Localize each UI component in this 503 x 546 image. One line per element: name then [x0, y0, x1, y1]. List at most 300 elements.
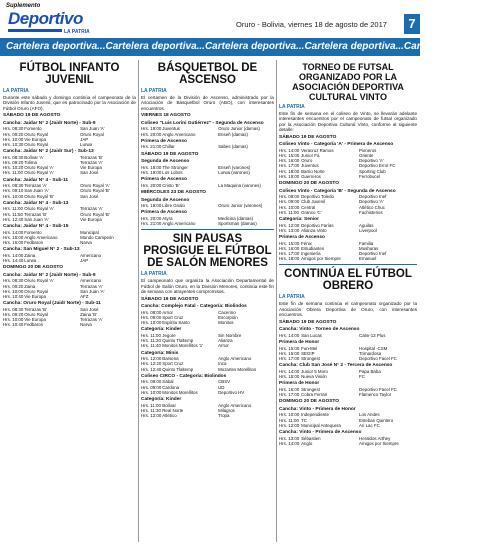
fixture-row	[279, 256, 417, 261]
home-team: Junior 5 Moro	[301, 368, 328, 374]
away-team: Hospital -CSM	[359, 345, 388, 351]
home-team: Los Lobos	[162, 170, 183, 175]
venue-heading: Categoría: Minis	[141, 350, 179, 356]
away-team: Vie Europa	[80, 165, 102, 171]
away-team: Deportivo 'A'	[359, 158, 384, 164]
away-team: Oruro Royal 'A'	[80, 183, 110, 189]
home-team: Quinto Tlaltemp	[162, 338, 194, 344]
fixture-row	[141, 367, 274, 372]
away-team: Anglo Americano	[218, 356, 252, 362]
fixture-row	[141, 343, 274, 348]
venue-heading: Coliseo CIRCO - Categoría: Biolindos	[141, 373, 227, 379]
fixture-row	[141, 390, 274, 395]
venue-heading: Segunda de Ascenso	[141, 197, 190, 203]
away-team: UD	[218, 384, 225, 390]
home-team: Juventus	[162, 126, 180, 132]
venue-heading: Cancha: Vinto - Torneo de Ascenso	[279, 327, 360, 333]
date-heading: MIÉRCOLES 23 DE AGOSTO	[141, 190, 207, 195]
away-team: Deportivo HV	[218, 389, 245, 395]
away-team: San Juan 'A'	[80, 126, 105, 132]
home-team: Fénix	[301, 240, 312, 246]
away-team: FC	[359, 374, 365, 380]
fixture-list	[279, 407, 417, 446]
match-time: Hrs. 10:20	[3, 165, 24, 171]
article-intro: El certamen de la División de Ascenso, administrado por la Asociación de Básquetbol Oruro (ABO), con interesantes encuentros.	[141, 95, 274, 111]
fixture-list	[279, 142, 417, 179]
fixture-list	[141, 304, 274, 418]
match-time: Hrs. 10:00	[279, 204, 300, 210]
away-team: Sin Nombre	[218, 333, 242, 338]
away-team: Deportivo Errol FC	[359, 163, 396, 169]
match-time: Hrs. 10:00	[3, 288, 24, 294]
away-team: Familia	[359, 240, 374, 246]
home-team: Strongest	[301, 386, 320, 392]
dateline: Oruro - Bolivia, viernes 18 de agosto de 2017	[236, 20, 387, 29]
article-title: FÚTBOL INFANTO JUVENIL	[19, 62, 120, 86]
match-time: Hrs. 10:40	[3, 322, 24, 328]
logo-underline	[8, 29, 62, 32]
venue-heading: Cancha: Jaidar N° 2 (Jaidr Sur) - Sub-13	[3, 149, 94, 155]
away-team: Deportivo Facel FC	[359, 386, 397, 392]
match-time: Hrs. 09:00	[141, 315, 162, 320]
home-team: Central	[301, 204, 316, 210]
away-team: Emanuel	[359, 256, 377, 262]
away-team: Sportsman (damas)	[218, 221, 257, 227]
match-time: Hrs. 14:00	[279, 147, 300, 153]
home-team: Club Juvenil	[301, 199, 325, 205]
article-title: SIN PAUSAS PROSIGUE EL FÚTBOL DE SALÓN MENORES	[143, 233, 272, 270]
away-team: Deportivo Inef	[359, 194, 387, 200]
home-team: Vie Europa	[24, 317, 46, 323]
page-header	[0, 0, 420, 38]
away-team: Oruro Royal	[80, 131, 104, 137]
home-team: TC	[301, 417, 307, 423]
match-time: Hrs. 18:00	[279, 256, 300, 262]
fixture-row	[3, 194, 136, 199]
away-team: Terrazas 'B'	[80, 154, 103, 160]
home-team: Terrazas 'B'	[24, 211, 47, 217]
column-infanto-juvenil	[3, 60, 136, 542]
match-time: Hrs. 14:00	[279, 332, 300, 338]
away-team: Oruro Junior (damas)	[218, 126, 260, 132]
home-team: San Juan 'A'	[24, 188, 49, 194]
match-time: Hrs. 16:00	[279, 245, 300, 251]
match-time: Hrs. 14:00	[3, 252, 24, 258]
venue-heading: Cancha: Vinto - Primera de Ascenso	[279, 430, 362, 436]
fixture-row	[141, 221, 274, 226]
fixture-row	[141, 183, 274, 188]
away-team: Mozartes Morellitos	[218, 366, 257, 372]
away-team: Mushuras	[359, 245, 379, 251]
fixture-row	[3, 240, 136, 245]
match-time: Hrs. 09:20	[3, 131, 24, 137]
match-time: Hrs. 10:00	[3, 317, 24, 323]
away-team: Esteban Quintero	[359, 417, 394, 423]
away-team: AFZ	[80, 294, 89, 300]
home-team: Alianza Vinto	[301, 227, 327, 233]
fixture-row	[279, 374, 417, 379]
match-time: Hrs. 20:00	[141, 215, 162, 221]
date-heading: DOMINGO 20 DE AGOSTO	[279, 181, 339, 187]
away-team: San José	[80, 306, 99, 312]
match-time: Hrs. 11:00	[279, 417, 299, 423]
away-team: JAP	[80, 136, 89, 142]
venue-heading: Coliseo Vinto - Categoría 'B' - Segunda de Ascenso	[279, 188, 396, 194]
home-team: Ingeniería	[301, 251, 321, 257]
venue-heading: Primera de Honor	[279, 381, 320, 387]
away-team: Municipal	[80, 229, 99, 235]
match-time: Hrs. 12:00	[279, 422, 300, 428]
away-team: Calm-13 Plus	[359, 332, 386, 338]
fixture-row	[3, 142, 136, 147]
date-heading: DOMINGO 20 DE AGOSTO	[279, 399, 339, 405]
match-time: Hrs. 11:00	[3, 206, 23, 212]
away-team: Narva	[80, 240, 92, 246]
home-team: Oruro Royal	[24, 131, 48, 137]
home-team: Vie Europa	[24, 136, 46, 142]
supplement-logo	[6, 3, 98, 33]
fixture-list	[141, 198, 274, 227]
away-team: Monitos	[218, 320, 234, 326]
fixture-row	[279, 392, 417, 397]
away-team: Trimardosa	[359, 350, 382, 356]
away-team: Flamenco Taylor	[359, 392, 392, 398]
home-team: Espíritu Santo	[162, 320, 190, 326]
home-team: Guerreros	[301, 173, 321, 179]
away-team: CBSV	[218, 379, 231, 385]
match-time: Hrs. 11:00	[279, 209, 299, 215]
home-team: San Lucas	[301, 332, 322, 338]
home-team: Cristo 'B'	[162, 182, 180, 188]
home-team: Anglo	[301, 440, 313, 446]
home-team: Amigos por Siempre	[301, 256, 341, 262]
match-time: Hrs. 14:40	[3, 258, 24, 264]
away-team: Milagros	[218, 407, 235, 413]
fixture-row	[279, 174, 417, 179]
match-time: Hrs. 12:20	[141, 361, 162, 367]
venue-heading: Cancha: Jaidar N° 2 (Jaidr Norte) - Sub-9	[3, 120, 96, 126]
article-kicker: LA PATRIA	[141, 271, 167, 278]
match-time: Hrs. 13:00	[279, 435, 300, 441]
column-futsal-obrero	[279, 60, 417, 542]
away-team: Alianza	[218, 338, 233, 344]
away-team: Los Andes	[359, 412, 380, 418]
match-time: Hrs. 08:30	[3, 154, 24, 160]
venue-heading: Cancha: San Miguel N° 2 - Sub-13	[3, 247, 80, 253]
date-heading: SÁBADO 19 DE AGOSTO	[3, 113, 61, 119]
away-team: Enseñ (varones)	[218, 164, 251, 170]
away-team: Oruro Royal 'B'	[80, 188, 110, 194]
fixture-row	[279, 356, 417, 361]
away-team: Cacerino	[218, 309, 236, 315]
article-intro: El campeonato que organiza la Asociación Departamental de Fútbol de Salón Oruro, en la División Menores, continúa este fin de semana con atrayentes compromisos.	[141, 278, 274, 295]
match-time: Hrs. 15:00	[279, 345, 300, 351]
home-team: Quinto Tlaltemp	[162, 366, 194, 372]
fixture-row	[279, 441, 417, 446]
venue-heading: Primera de Ascenso	[141, 210, 187, 216]
away-team: Deportivo 'A'	[359, 199, 384, 205]
article-intro: Durante este sábado y domingo continúa el campeonato de la División Infanto Juvenil, que es patrocinado por la Asociación de Fútbol Oruro (AFO).	[3, 95, 136, 111]
fixture-list	[3, 121, 136, 263]
venue-heading: Categoría: Kinder	[141, 327, 182, 333]
away-team: Vie Europa	[80, 216, 102, 222]
home-team: Real Norte	[162, 407, 184, 413]
home-team: Jegore	[162, 333, 176, 338]
away-team: Lurwa (varones)	[218, 170, 250, 175]
home-team: Oruro Royal	[24, 312, 48, 318]
home-team: Zaina	[24, 283, 36, 289]
match-time: Hrs. 10:00	[3, 193, 24, 199]
away-team: Terrazas 'A'	[80, 283, 103, 289]
article-separator	[279, 264, 417, 265]
match-time: Hrs. 18:00	[279, 168, 300, 174]
home-team: Barrio Norte	[301, 168, 325, 174]
article-title: CONTINÚA EL FÚTBOL OBRERO	[284, 268, 412, 293]
match-time: Hrs. 10:40	[3, 294, 24, 300]
match-time: Hrs. 10:30	[3, 142, 24, 148]
article-kicker: LA PATRIA	[141, 88, 167, 94]
fixture-row	[279, 333, 417, 338]
away-team: Tropa	[218, 413, 230, 419]
fixture-row	[3, 217, 136, 222]
away-team: Americano	[80, 252, 102, 258]
home-team: Deportivo Farías	[301, 222, 334, 228]
home-team: Sabal	[162, 379, 174, 385]
match-time: Hrs. 21:00	[141, 221, 162, 227]
home-team: SEGIP	[301, 350, 315, 356]
away-team: Narva	[80, 322, 92, 328]
home-team: Libre Gnalo	[162, 203, 185, 209]
match-time: Hrs. 16:00	[3, 240, 24, 246]
home-team: Bolívar 'A'	[24, 154, 44, 160]
venue-heading: Cancha: Jaidar N° 4 - Sub-15	[3, 224, 69, 230]
match-time: Hrs. 09:20	[3, 312, 24, 318]
venue-heading: Categoría: Kinder	[141, 397, 182, 403]
away-team: Atlético Chuc	[359, 204, 385, 210]
match-time: Hrs. 10:00	[3, 136, 24, 142]
match-time: Hrs. 15:00	[279, 153, 300, 159]
match-time: Hrs. 11:00	[3, 170, 23, 176]
away-team: Fachisterios	[359, 209, 383, 215]
match-time: Hrs. 11:30	[141, 407, 161, 413]
fixture-row	[141, 203, 274, 208]
match-time: Hrs. 08:30	[3, 278, 24, 284]
home-team: Cardona	[162, 384, 180, 390]
home-team: Junior Fa	[301, 153, 320, 159]
away-team: Arnor	[218, 343, 229, 349]
match-time: Hrs. 15:00	[279, 374, 300, 380]
home-team: Nueva Visión	[301, 374, 327, 380]
home-team: Anglo Americano	[162, 221, 196, 227]
date-heading: DOMINGO 20 DE AGOSTO	[3, 265, 63, 271]
match-time: Hrs. 09:10	[3, 188, 24, 194]
match-time: Hrs. 15:00	[279, 240, 300, 246]
home-team: Terrazas 'B'	[24, 306, 47, 312]
away-team: Anglo Americano	[218, 402, 252, 408]
match-time: Hrs. 12:00	[141, 356, 162, 362]
section-banner: Cartelera deportiva...Cartelera deportiva...Cartelera deportiva...Cartelera deportiva...Cartelera deportiva...	[0, 38, 420, 56]
match-time: Hrs. 08:00	[141, 379, 162, 385]
away-team: Liverpool	[359, 227, 377, 233]
fixture-row	[141, 320, 274, 325]
away-team: Ferrobucel	[359, 173, 381, 179]
match-time: Hrs. 12:00	[141, 413, 162, 419]
column-basquetbol	[141, 60, 274, 542]
fixture-row	[279, 210, 417, 215]
match-time: Hrs. 08:30	[3, 183, 24, 189]
away-team: Terrazas 'A'	[80, 317, 103, 323]
venue-heading: Primera de Ascenso	[141, 138, 187, 144]
away-team: Oruro Royal 'B'	[80, 211, 110, 217]
match-time: Hrs. 17:00	[279, 392, 300, 398]
fixture-list	[141, 159, 274, 188]
away-team: Americano	[80, 278, 102, 284]
away-team: Amigos por Siempre	[359, 440, 399, 446]
home-team: Municipal Antequera	[301, 422, 341, 428]
fixture-row	[141, 170, 274, 175]
away-team: Terrazas 'A'	[80, 206, 103, 212]
match-time: Hrs. 17:00	[279, 251, 300, 257]
article-separator	[141, 229, 274, 230]
away-team: San Juan 'A'	[80, 288, 105, 294]
home-team: Fedbaron	[24, 322, 44, 328]
logo-publisher: LA PATRIA	[64, 29, 90, 35]
match-time: Hrs. 20:00	[141, 182, 162, 188]
logo-title: Deportivo	[8, 9, 83, 28]
away-team: JAP	[80, 258, 89, 264]
match-time: Hrs. 16:00	[279, 158, 300, 164]
away-team: Ari Lac FC	[359, 422, 380, 428]
home-team: The Stronger	[162, 164, 188, 170]
article-kicker: LA PATRIA	[3, 88, 29, 94]
home-team: Oruro Royal 'A'	[24, 165, 54, 171]
article-title: BÁSQUETBOL DE ASCENSO	[157, 62, 258, 86]
date-heading: SÁBADO 19 DE AGOSTO	[141, 296, 199, 302]
match-time: Hrs. 16:00	[279, 350, 300, 356]
home-team: Sport Cruz	[162, 315, 184, 320]
match-time: Hrs. 08:30	[3, 306, 24, 312]
match-time: Hrs. 13:00	[279, 227, 300, 233]
match-time: Hrs. 12:40	[3, 216, 24, 222]
match-time: Hrs. 12:00	[279, 222, 300, 228]
venue-heading: Cancha: Oruro Royal (Jaidr Norte) - Sub-11	[3, 301, 101, 307]
match-time: Hrs. 15:00	[3, 234, 24, 240]
venue-heading: Primera de Ascenso	[279, 235, 325, 241]
venue-heading: Cancha: Complejo Fatal - Categoría: Biolindos	[141, 304, 247, 310]
venue-heading: Segunda de Ascenso	[141, 159, 190, 165]
article-kicker: LA PATRIA	[279, 104, 305, 110]
date-heading: SÁBADO 19 DE AGOSTO	[141, 151, 199, 157]
home-team: Monitos Morellitos '1'	[162, 343, 203, 349]
match-time: Hrs. 11:40	[141, 343, 161, 349]
venue-heading: Cancha: Jaidar N° 4 - Sub-11	[3, 177, 69, 183]
match-time: Hrs. 17:00	[279, 163, 300, 169]
match-time: Hrs. 11:00	[141, 333, 161, 338]
home-team: Fun-Mel	[301, 345, 318, 351]
date-heading: VIERNES 18 AGOSTO	[141, 113, 191, 119]
away-team: Lurwa	[80, 142, 93, 148]
match-time: Hrs. 08:00	[279, 194, 300, 200]
home-team: Atyra	[162, 215, 173, 221]
match-time: Hrs. 11:20	[141, 338, 161, 344]
fixture-row	[141, 144, 274, 149]
page-number: 7	[404, 14, 420, 34]
away-team: Inca	[218, 361, 227, 367]
home-team: Estudiantes	[301, 245, 325, 251]
home-team: Strongest	[301, 356, 320, 362]
fixture-row	[3, 258, 136, 263]
away-team: Oruro Junior (varones)	[218, 203, 263, 209]
home-team: Oruro Royal 'A'	[24, 206, 54, 212]
article-kicker: LA PATRIA	[279, 294, 305, 301]
away-team: Mundo Campeón	[80, 234, 114, 240]
match-time: Hrs. 10:00	[279, 412, 300, 418]
home-team: Oruro Royal	[24, 142, 48, 148]
home-team: Anglo Americano	[24, 234, 58, 240]
home-team: Vie Europa	[24, 294, 46, 300]
away-team: San José	[80, 193, 99, 199]
venue-heading: Cancha: Club San José N° 2 - Tercera de Ascenso	[279, 363, 393, 369]
venue-heading: Primera de Ascenso	[141, 177, 187, 183]
match-time: Hrs. 09:00	[141, 384, 162, 390]
home-team: Arnor	[162, 309, 174, 315]
logo-supplement-label: Suplemento	[6, 3, 41, 9]
home-team: Oruro	[301, 158, 313, 164]
article-intro: Este fin de semana en el coliseo de Vinto, se llevarán adelante interesantes encuentros por el campeonato de futsal organizado por la Asociación Deportiva Cultural Vinto, conforme al siguiente detalle:	[279, 111, 417, 133]
away-team: La Maquina (varones)	[218, 182, 261, 188]
match-time: Hrs. 16:00	[279, 386, 300, 392]
home-team: Juventus	[301, 163, 319, 169]
away-team: Aguilas	[359, 222, 374, 228]
match-time: Hrs. 14:00	[279, 368, 300, 374]
home-team: Monitos Morellitos	[162, 389, 198, 395]
home-team: Terrazas 'A'	[24, 183, 47, 189]
fixture-row	[141, 132, 274, 137]
home-team: Fomento	[24, 229, 42, 235]
home-team: Sébastien	[301, 435, 321, 441]
fixture-list	[279, 189, 417, 262]
home-team: Oruro Royal 'A'	[24, 278, 54, 284]
home-team: Fomento	[24, 126, 42, 132]
fixture-row	[279, 228, 417, 233]
match-time: Hrs. 19:00	[141, 203, 162, 209]
fixture-row	[3, 294, 136, 299]
home-team: Granco 'C'	[301, 209, 322, 215]
match-time: Hrs. 19:00	[141, 170, 162, 175]
home-team: Oruro Royal 'A'	[24, 170, 54, 176]
match-time: Hrs. 14:00	[279, 440, 300, 446]
away-team: Pioneros	[359, 147, 377, 153]
fixture-row	[3, 322, 136, 327]
home-team: Atlético	[162, 413, 177, 419]
fixture-row	[3, 170, 136, 175]
match-time: Hrs. 10:00	[141, 320, 162, 326]
away-team: Terrazas 'A'	[80, 160, 103, 166]
match-time: Hrs. 11:00	[141, 402, 161, 408]
fixture-list	[3, 273, 136, 328]
date-heading: SÁBADO 19 DE AGOSTO	[279, 134, 337, 140]
home-team: Sport Cruz	[162, 361, 184, 367]
match-time: Hrs. 17:00	[279, 356, 300, 362]
home-team: Anglo Americano	[162, 131, 196, 137]
match-time: Hrs. 09:00	[279, 199, 300, 205]
home-team: San Juan 'A'	[24, 216, 49, 222]
home-team: Lurwa	[24, 258, 37, 264]
away-team: Deportivo Inef	[359, 251, 387, 257]
venue-heading: Coliseo Vinto - Categoría 'A' - Primera de Ascenso	[279, 142, 394, 148]
away-team: Enseñ (damas)	[218, 131, 248, 137]
match-time: Hrs. 11:50	[3, 211, 23, 217]
